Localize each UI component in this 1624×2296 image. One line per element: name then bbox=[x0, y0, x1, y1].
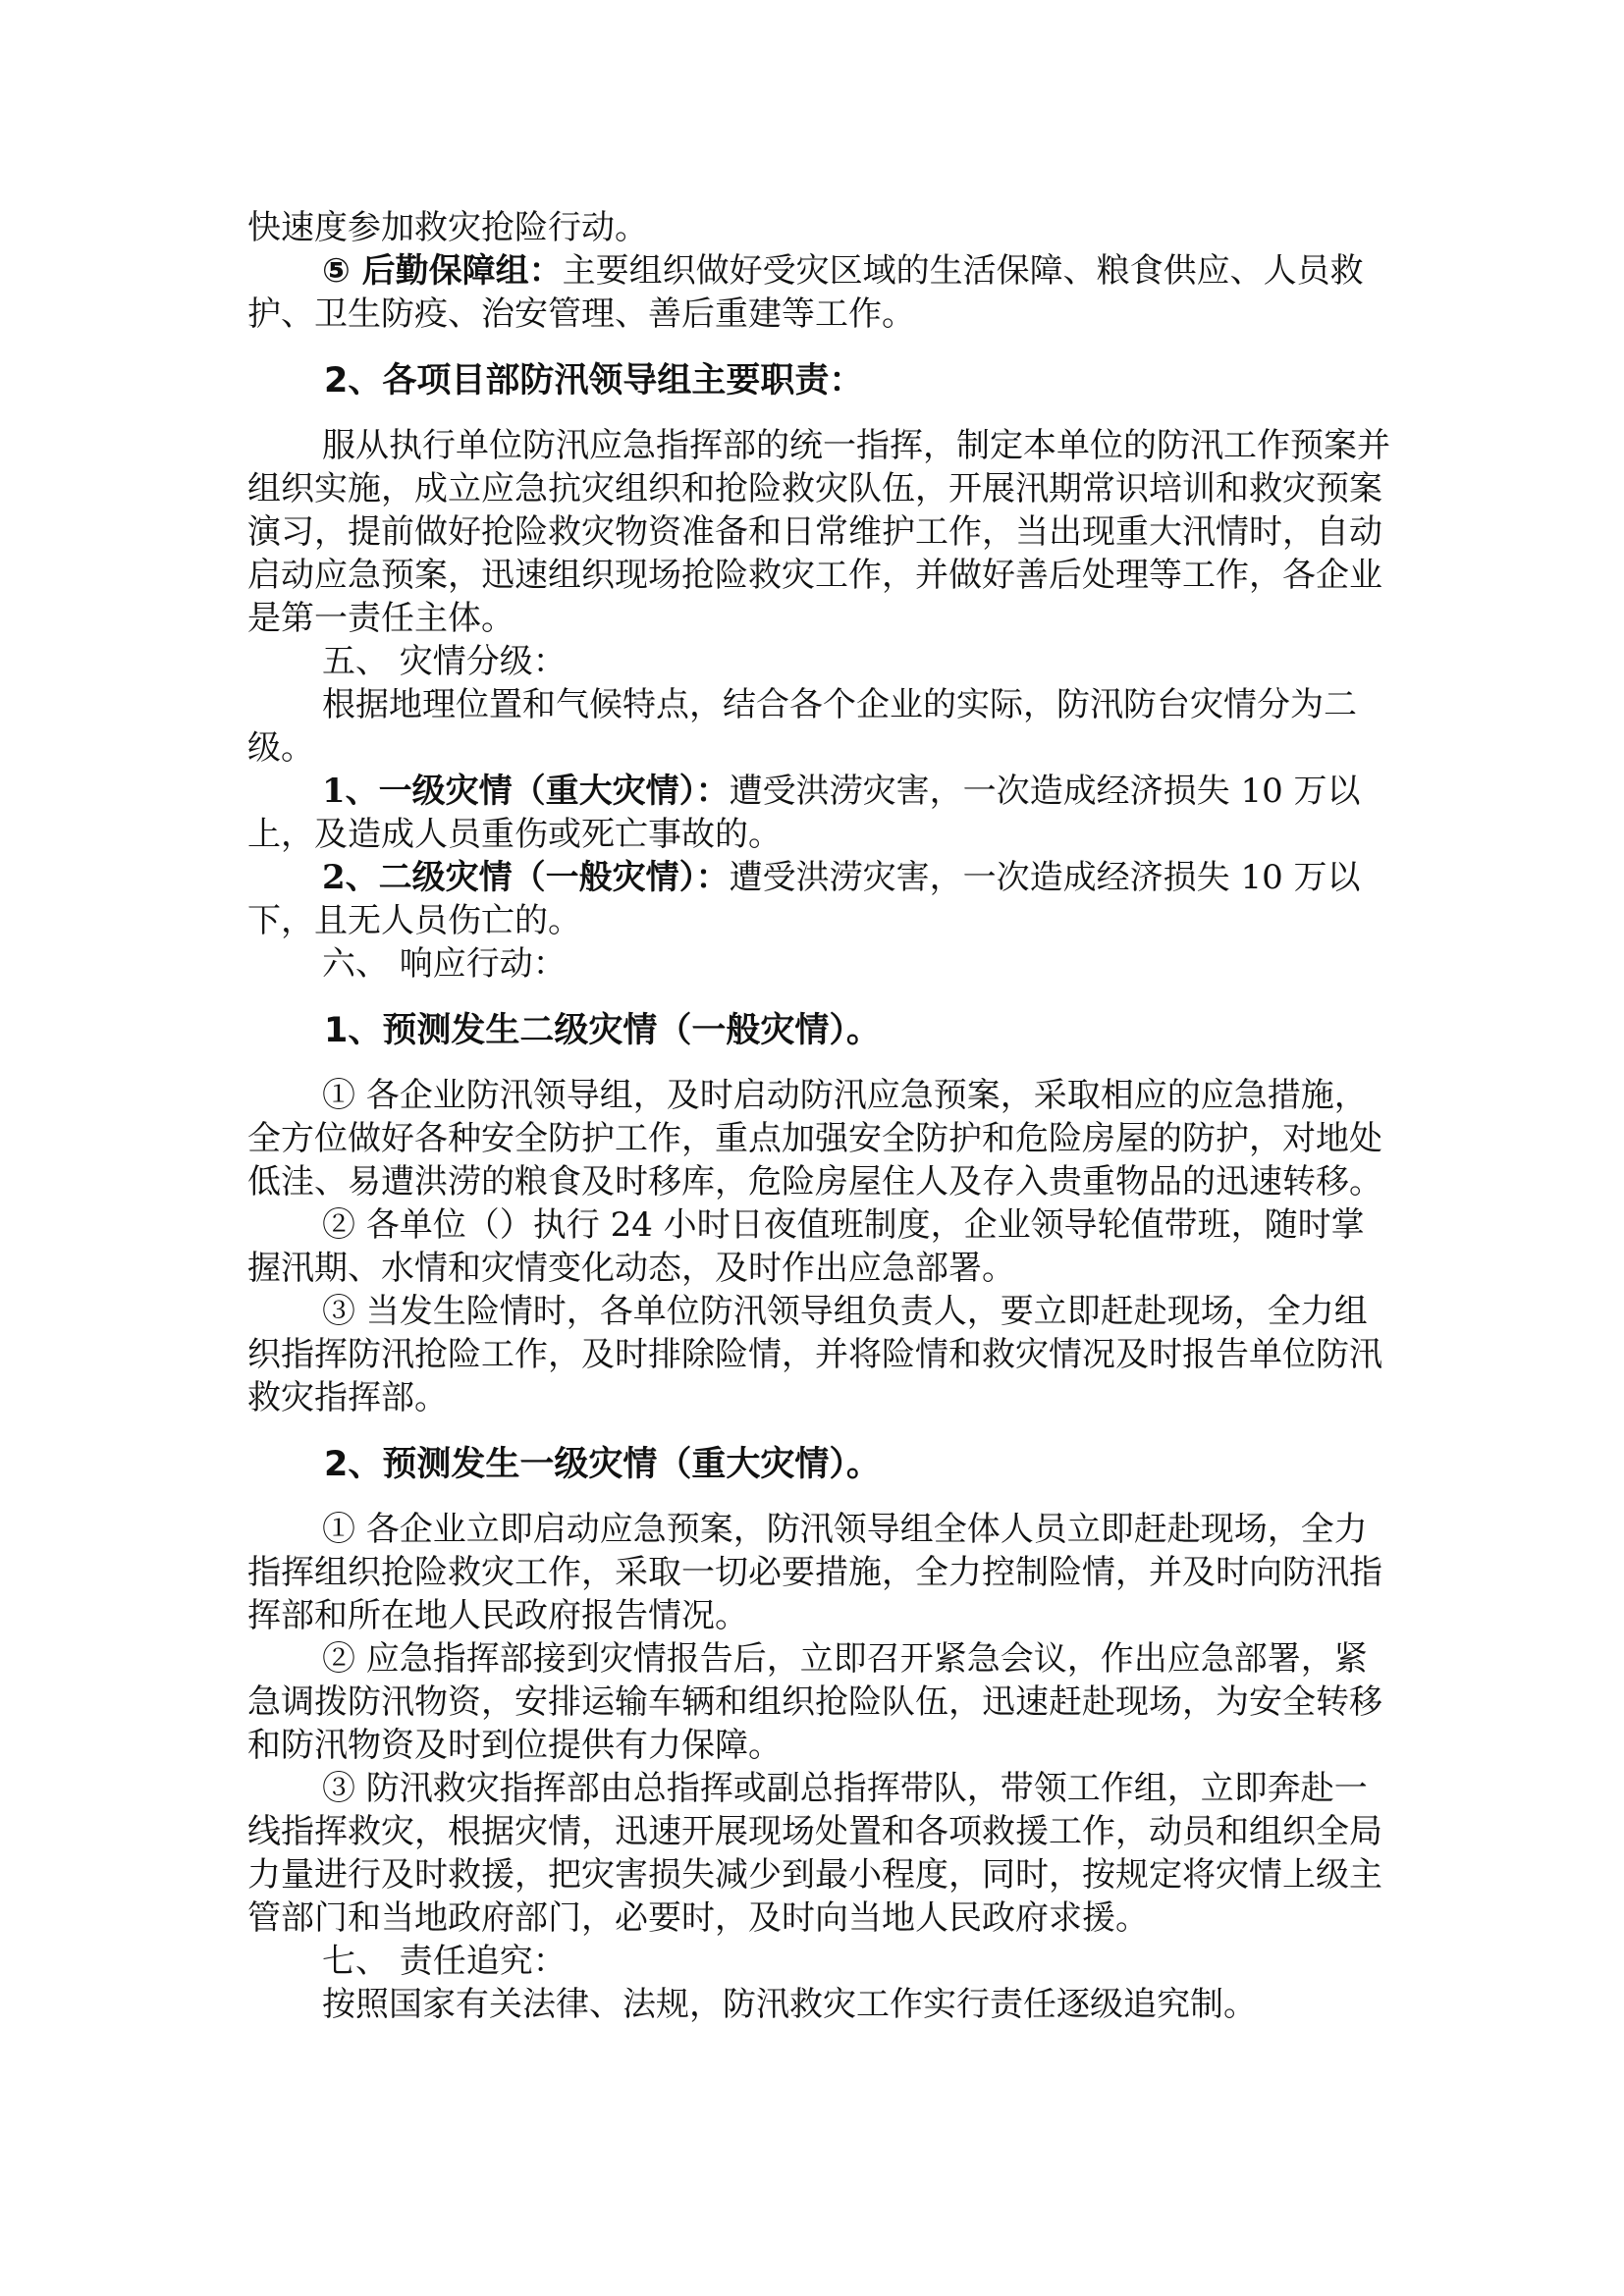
grade1-lead: 1、一级灾情（重大灾情）： bbox=[322, 772, 730, 811]
grade2-paragraph bbox=[247, 856, 1396, 942]
section6-title: 六、 响应行动： bbox=[322, 944, 567, 984]
grade2-text: 遭受洪涝灾害，一次造成经济损失 10 万以下，且无人员伤亡的。 bbox=[247, 858, 1361, 940]
level1-item-1: ① 各企业立即启动应急预案，防汛领导组全体人员立即赶赴现场，全力指挥组织抢险救灾工作，采取一切必要措施，全力控制险情，并及时向防汛指挥部和所在地人民政府报告情况。 bbox=[247, 1510, 1382, 1635]
section5-title: 五、 灾情分级： bbox=[322, 642, 567, 681]
section5-intro: 根据地理位置和气候特点，结合各个企业的实际，防汛防台灾情分为二级。 bbox=[247, 685, 1357, 768]
level2-item-2: ② 各单位（）执行 24 小时日夜值班制度，企业领导轮值带班，随时掌握汛期、水情和灾情变化动态，及时作出应急部署。 bbox=[247, 1205, 1365, 1288]
paragraph-continued: 快速度参加救灾抢险行动。 bbox=[247, 208, 648, 247]
grade1-text: 遭受洪涝灾害，一次造成经济损失 10 万以上，及造成人员重伤或死亡事故的。 bbox=[247, 772, 1361, 854]
section7-title: 七、 责任追究： bbox=[322, 1942, 567, 1981]
section7-text: 按照国家有关法律、法规，防汛救灾工作实行责任逐级追究制。 bbox=[322, 1985, 1257, 2024]
level1-item-2: ② 应急指挥部接到灾情报告后，立即召开紧急会议，作出应急部署，紧急调拨防汛物资，安排运输车辆和组织抢险队伍，迅速赶赴现场，为安全转移和防汛物资及时到位提供有力保障。 bbox=[247, 1639, 1382, 1765]
grade1-paragraph bbox=[247, 770, 1396, 856]
logistics-group-lead: ⑤ 后勤保障组： bbox=[322, 251, 563, 291]
heading-level2-response: 1、预测发生二级灾情（一般灾情）。 bbox=[324, 1011, 881, 1050]
level2-item-3: ③ 当发生险情时，各单位防汛领导组负责人，要立即赶赴现场，全力组织指挥防汛抢险工作，及时排除险情，并将险情和救灾情况及时报告单位防汛救灾指挥部。 bbox=[247, 1292, 1382, 1417]
heading-level1-response: 2、预测发生一级灾情（重大灾情）。 bbox=[324, 1445, 881, 1484]
grade2-lead: 2、二级灾情（一般灾情）： bbox=[322, 858, 730, 897]
project-duties-paragraph: 服从执行单位防汛应急指挥部的统一指挥，制定本单位的防汛工作预案并组织实施，成立应急抗灾组织和抢险救灾队伍，开展汛期常识培训和救灾预案演习，提前做好抢险救灾物资准备和日常维护工作，当出现重大汛情时，自动启动应急预案，迅速组织现场抢险救灾工作，并做好善后处理等工作，各企业是第一责任主体。 bbox=[247, 426, 1390, 638]
level1-item-3: ③ 防汛救灾指挥部由总指挥或副总指挥带队，带领工作组，立即奔赴一线指挥救灾，根据灾情，迅速开展现场处置和各项救援工作，动员和组织全局力量进行及时救援，把灾害损失减少到最小程度，同时，按规定将灾情上级主管部门和当地政府部门，必要时，及时向当地人民政府求援。 bbox=[247, 1769, 1382, 1938]
heading-project-duties: 2、各项目部防汛领导组主要职责： bbox=[324, 361, 864, 400]
document-body bbox=[247, 206, 1396, 2026]
logistics-group-paragraph bbox=[247, 249, 1396, 336]
level2-item-1: ① 各企业防汛领导组，及时启动防汛应急预案，采取相应的应急措施，全方位做好各种安全防护工作，重点加强安全防护和危险房屋的防护，对地处低洼、易遭洪涝的粮食及时移库，危险房屋住人及存入贵重物品的迅速转移。 bbox=[247, 1076, 1382, 1201]
logistics-group-text: 主要组织做好受灾区域的生活保障、粮食供应、人员救护、卫生防疫、治安管理、善后重建等工作。 bbox=[247, 251, 1364, 334]
